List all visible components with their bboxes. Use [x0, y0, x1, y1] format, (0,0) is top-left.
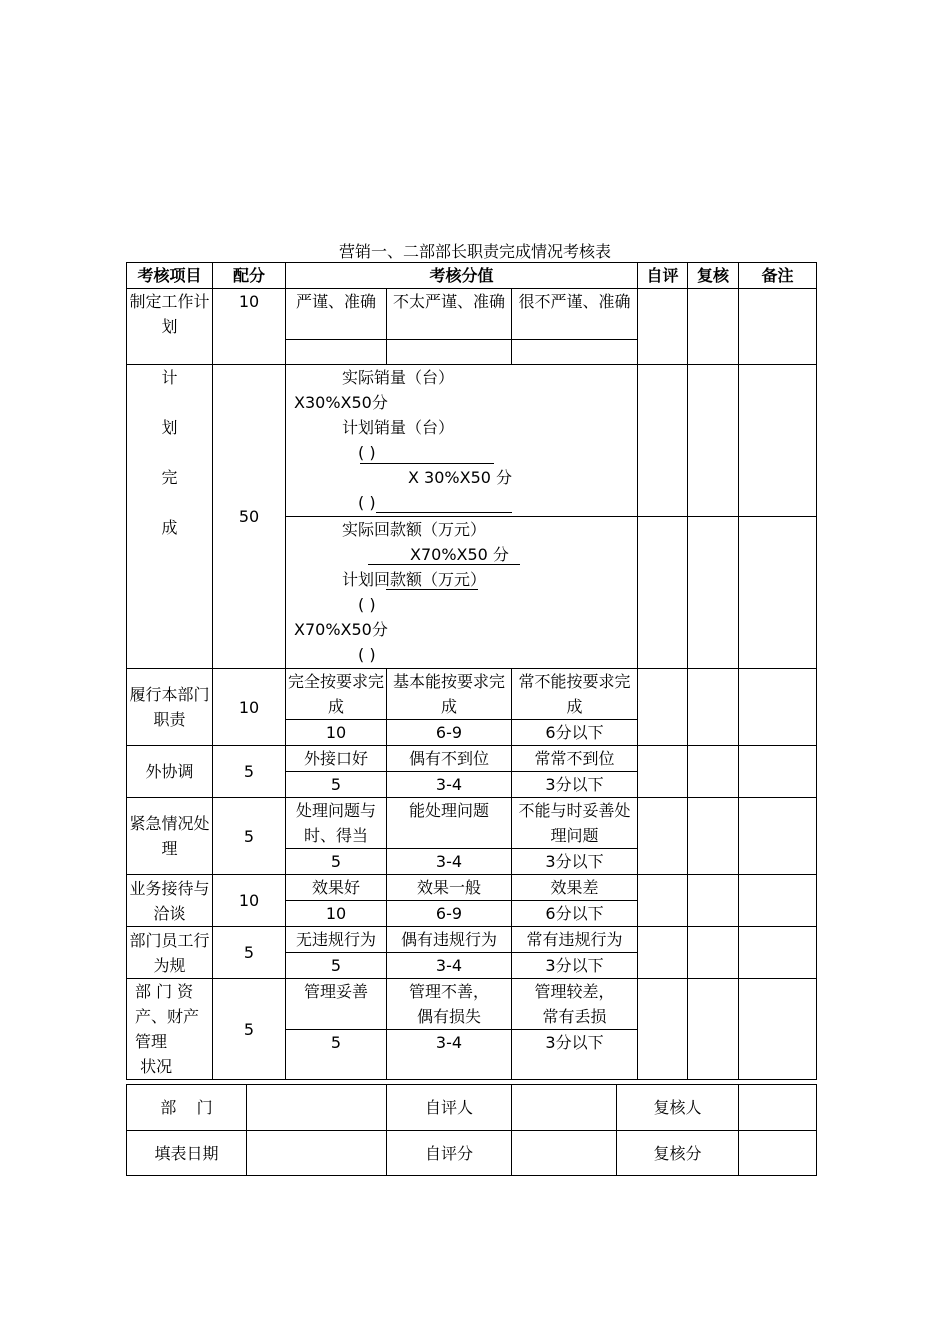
conduct-opt3: 常有违规行为 — [512, 927, 638, 953]
plan-work-blank3[interactable] — [512, 340, 638, 365]
header-review: 复核 — [688, 263, 739, 289]
plan-complete-char-3: 完 — [161, 468, 178, 487]
self-score-label: 自评分 — [387, 1131, 512, 1176]
assets-item-line-4: 状况 — [135, 1057, 173, 1076]
duty-review-cell[interactable] — [688, 669, 739, 746]
header-value: 考核分值 — [286, 263, 638, 289]
reception-opt2: 效果一般 — [387, 875, 512, 901]
plan-complete-char-1: 计 — [161, 368, 178, 387]
emergency-item: 紧急情况处理 — [127, 798, 213, 875]
plan-work-blank1[interactable] — [286, 340, 387, 365]
coord-note-cell[interactable] — [739, 746, 817, 798]
plan-complete-item — [127, 365, 213, 669]
plan-complete-char-4: 成 — [161, 518, 178, 537]
payment-formula-cell — [286, 517, 638, 669]
coord-opt1: 外接口好 — [286, 746, 387, 772]
reception-opt3: 效果差 — [512, 875, 638, 901]
coord-self-cell[interactable] — [638, 746, 688, 798]
emergency-review-cell[interactable] — [688, 798, 739, 875]
conduct-opt2: 偶有违规行为 — [387, 927, 512, 953]
sales-paren-bottom: ( ) — [358, 493, 376, 512]
coord-opt2: 偶有不到位 — [387, 746, 512, 772]
sales-fraction-bar-1 — [360, 463, 494, 464]
reception-s2: 6-9 — [387, 901, 512, 927]
plan-complete-char-2: 划 — [161, 418, 178, 437]
assets-opt2-line-2: 偶有损失 — [416, 1007, 481, 1026]
plan-work-review-cell[interactable] — [688, 289, 739, 365]
emergency-s1: 5 — [286, 849, 387, 875]
header-note: 备注 — [739, 263, 817, 289]
payment-self-cell[interactable] — [638, 517, 688, 669]
sales-self-cell[interactable] — [638, 365, 688, 517]
sales-actual-label: 实际销量（台） — [342, 368, 455, 387]
plan-work-opt3: 很不严谨、准确 — [512, 289, 638, 340]
duty-item: 履行本部门职责 — [127, 669, 213, 746]
plan-work-opt1: 严谨、准确 — [286, 289, 387, 340]
conduct-s1: 5 — [286, 953, 387, 979]
payment-paren-bottom: ( ) — [358, 645, 376, 664]
assets-s2: 3-4 — [387, 1030, 512, 1080]
assets-self-cell[interactable] — [638, 979, 688, 1080]
coord-s2: 3-4 — [387, 772, 512, 798]
assets-opt3-line-1: 管理较差， — [534, 982, 615, 1001]
review-person-label: 复核人 — [617, 1085, 739, 1131]
sales-formula: X 30%X50 分 — [408, 468, 513, 487]
sales-review-cell[interactable] — [688, 365, 739, 517]
sales-fraction-bar-2 — [376, 512, 512, 513]
date-field[interactable] — [247, 1131, 387, 1176]
plan-work-score: 10 — [213, 289, 286, 365]
plan-work-note-cell[interactable] — [739, 289, 817, 365]
reception-self-cell[interactable] — [638, 875, 688, 927]
emergency-s2: 3-4 — [387, 849, 512, 875]
assets-opt3 — [512, 979, 638, 1030]
emergency-self-cell[interactable] — [638, 798, 688, 875]
payment-plan-label: 计划回款额（万元） — [342, 570, 487, 589]
emergency-opt1: 处理问题与时、得当 — [286, 798, 387, 849]
coord-opt3: 常常不到位 — [512, 746, 638, 772]
assets-opt3-line-2: 常有丢损 — [542, 1007, 607, 1026]
sales-plan-label: 计划销量（台） — [342, 418, 455, 437]
reception-score: 10 — [213, 875, 286, 927]
assets-review-cell[interactable] — [688, 979, 739, 1080]
conduct-opt1: 无违规行为 — [286, 927, 387, 953]
payment-formula: X70%X50 分 — [410, 545, 509, 564]
reception-s1: 10 — [286, 901, 387, 927]
header-self: 自评 — [638, 263, 688, 289]
signature-table — [126, 1084, 817, 1176]
review-person-field[interactable] — [739, 1085, 817, 1131]
header-item: 考核项目 — [127, 263, 213, 289]
assets-note-cell[interactable] — [739, 979, 817, 1080]
duty-s3: 6分以下 — [512, 720, 638, 746]
plan-work-item: 制定工作计划 — [127, 289, 213, 365]
self-person-label: 自评人 — [387, 1085, 512, 1131]
assets-item-line-2: 产、财产 — [135, 1007, 200, 1026]
conduct-s3: 3分以下 — [512, 953, 638, 979]
emergency-score: 5 — [213, 798, 286, 875]
review-score-label: 复核分 — [617, 1131, 739, 1176]
conduct-score: 5 — [213, 927, 286, 979]
coord-s1: 5 — [286, 772, 387, 798]
plan-work-opt2: 不太严谨、准确 — [387, 289, 512, 340]
emergency-note-cell[interactable] — [739, 798, 817, 875]
dept-field[interactable] — [247, 1085, 387, 1131]
sales-formula-cell — [286, 365, 638, 517]
review-score-field[interactable] — [739, 1131, 817, 1176]
payment-review-cell[interactable] — [688, 517, 739, 669]
coord-review-cell[interactable] — [688, 746, 739, 798]
duty-self-cell[interactable] — [638, 669, 688, 746]
duty-note-cell[interactable] — [739, 669, 817, 746]
assets-opt2-line-1: 管理不善， — [408, 982, 489, 1001]
payment-actual-label: 实际回款额（万元） — [342, 520, 487, 539]
reception-review-cell[interactable] — [688, 875, 739, 927]
dept-label: 部 门 — [127, 1085, 247, 1131]
payment-paren-top: ( ) — [358, 595, 376, 614]
emergency-opt3: 不能与时妥善处理问题 — [512, 798, 638, 849]
date-label: 填表日期 — [127, 1131, 247, 1176]
assets-score: 5 — [213, 979, 286, 1080]
duty-opt1: 完全按要求完成 — [286, 669, 387, 720]
sales-paren-top: ( ) — [358, 443, 376, 462]
coord-item: 外协调 — [127, 746, 213, 798]
assets-item-line-3: 管理 — [135, 1032, 168, 1051]
duty-score: 10 — [213, 669, 286, 746]
duty-s2: 6-9 — [387, 720, 512, 746]
sales-pct-line: X30%X50分 — [294, 393, 388, 412]
form-title: 营销一、二部部长职责完成情况考核表 — [338, 242, 611, 261]
assets-s1: 5 — [286, 1030, 387, 1080]
header-score: 配分 — [213, 263, 286, 289]
reception-item: 业务接待与洽谈 — [127, 875, 213, 927]
assessment-table — [126, 262, 817, 1080]
sales-note-cell[interactable] — [739, 365, 817, 517]
assets-item-line-1: 部 门 资 — [135, 982, 194, 1001]
assets-s3: 3分以下 — [512, 1030, 638, 1080]
duty-opt3: 常不能按要求完成 — [512, 669, 638, 720]
reception-opt1: 效果好 — [286, 875, 387, 901]
reception-s3: 6分以下 — [512, 901, 638, 927]
coord-score: 5 — [213, 746, 286, 798]
payment-fraction-bar — [368, 564, 520, 565]
conduct-review-cell[interactable] — [688, 927, 739, 979]
plan-work-self-cell[interactable] — [638, 289, 688, 365]
reception-note-cell[interactable] — [739, 875, 817, 927]
emergency-opt2: 能处理问题 — [387, 798, 512, 849]
conduct-item: 部门员工行为规 — [127, 927, 213, 979]
conduct-note-cell[interactable] — [739, 927, 817, 979]
conduct-self-cell[interactable] — [638, 927, 688, 979]
duty-opt2: 基本能按要求完成 — [387, 669, 512, 720]
assets-opt2 — [387, 979, 512, 1030]
assets-opt1: 管理妥善 — [286, 979, 387, 1030]
duty-s1: 10 — [286, 720, 387, 746]
self-person-field[interactable] — [512, 1085, 617, 1131]
header-row — [127, 263, 817, 289]
plan-work-blank2[interactable] — [387, 340, 512, 365]
plan-complete-score: 50 — [213, 365, 286, 669]
self-score-field[interactable] — [512, 1131, 617, 1176]
coord-s3: 3分以下 — [512, 772, 638, 798]
payment-plan-underline — [386, 589, 478, 590]
payment-pct-line: X70%X50分 — [294, 620, 388, 639]
emergency-s3: 3分以下 — [512, 849, 638, 875]
conduct-s2: 3-4 — [387, 953, 512, 979]
payment-note-cell[interactable] — [739, 517, 817, 669]
assets-item — [127, 979, 213, 1080]
